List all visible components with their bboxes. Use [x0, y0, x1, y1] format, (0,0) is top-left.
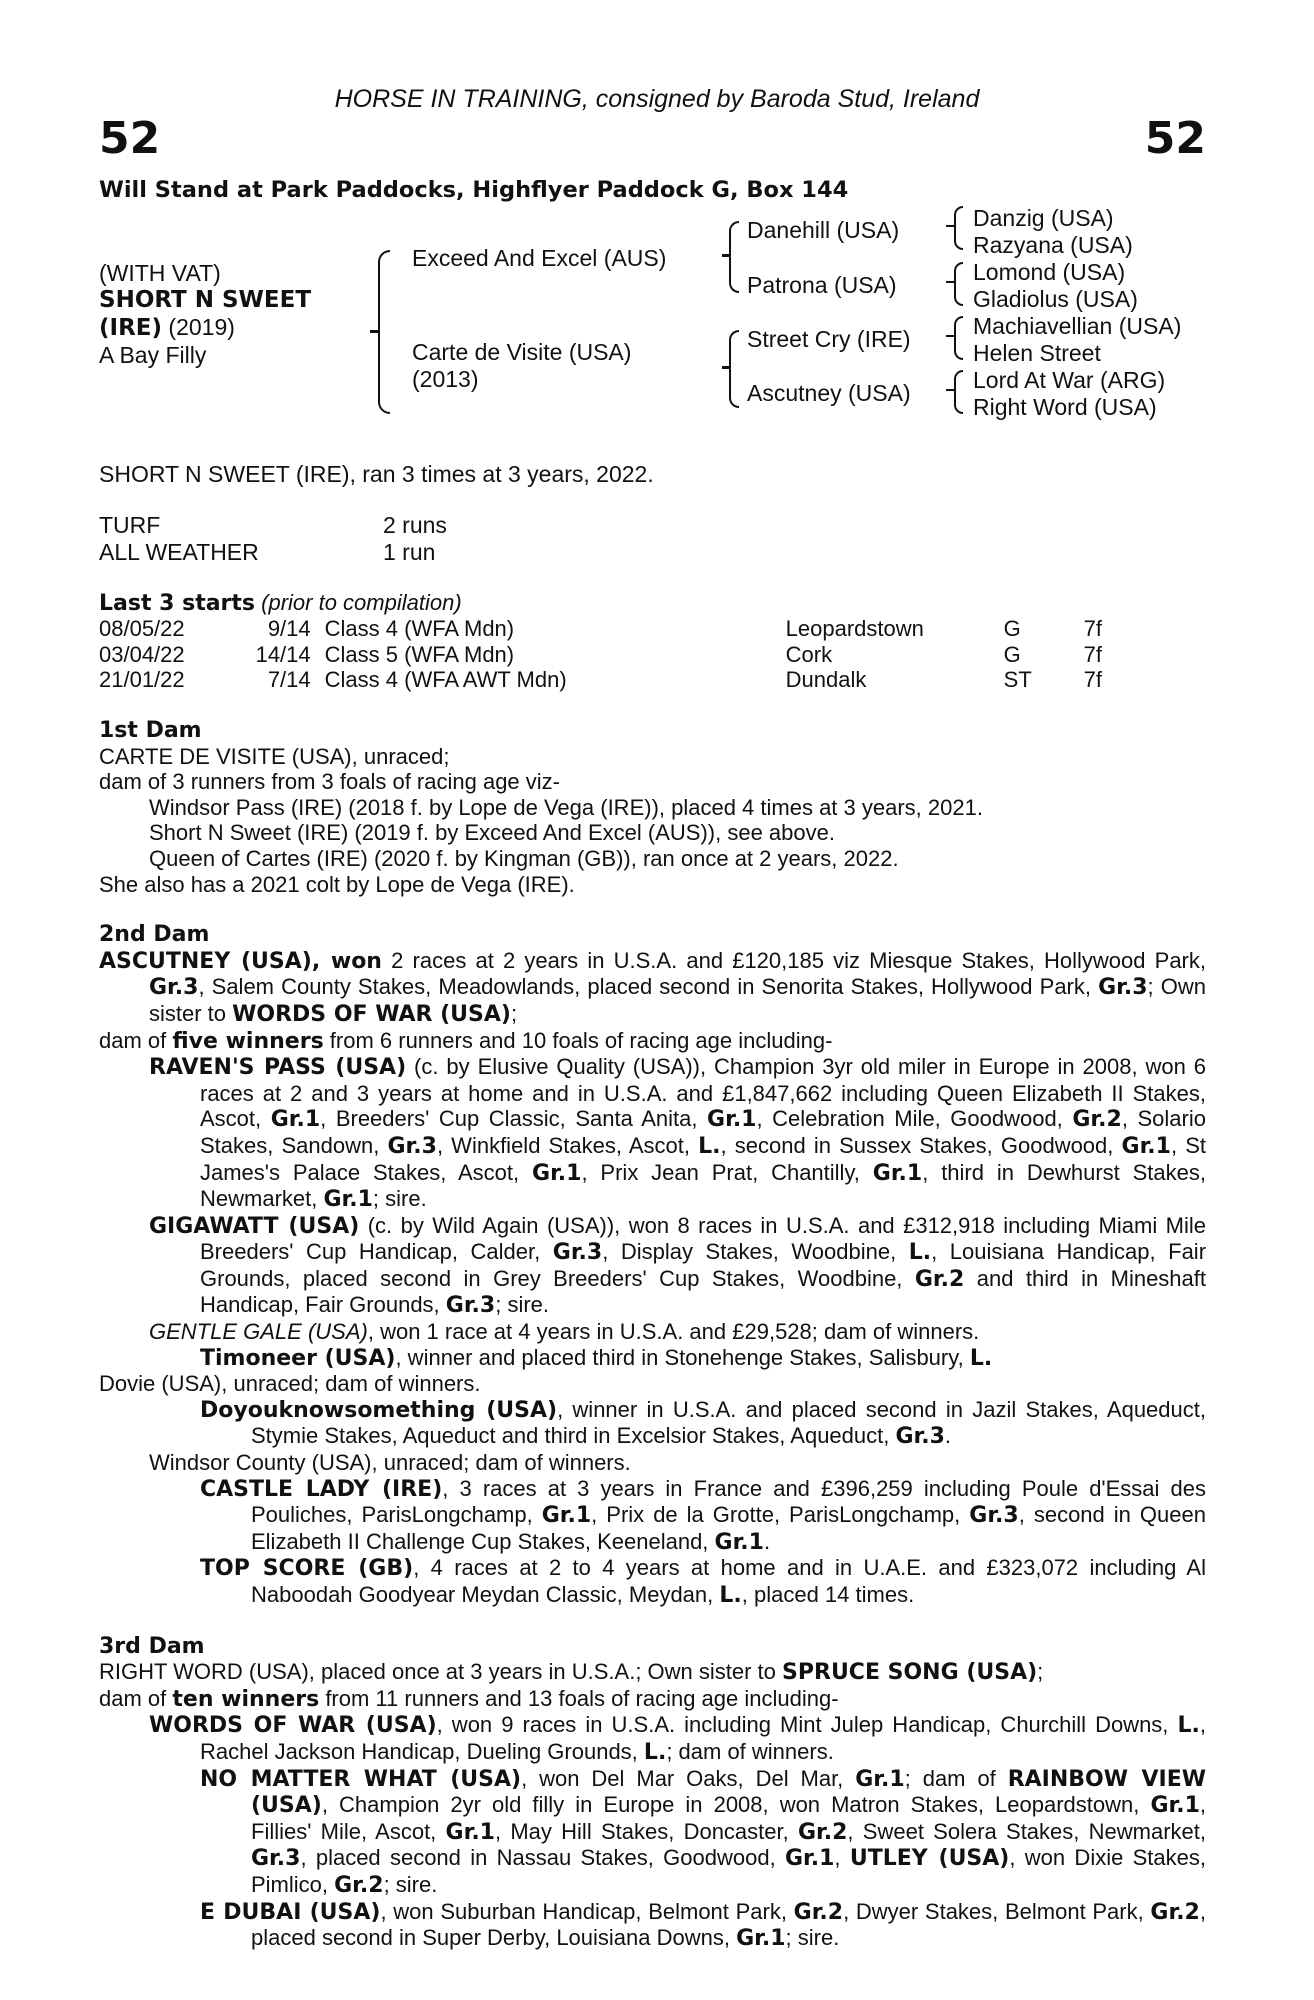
start-going: G	[1003, 641, 1021, 667]
aw-label: ALL WEATHER	[99, 539, 259, 565]
dam1-note: She also has a 2021 colt by Lope de Vega (IRE).	[99, 871, 575, 897]
start-row	[99, 667, 1144, 693]
dam2-produce-dovie: Dovie (USA), unraced; dam of winners.	[99, 1371, 481, 1397]
dam3-grandproduce-no-matter-what: NO MATTER WHAT (USA), won Del Mar Oaks, Del Mar, Gr.1; dam of RAINBOW VIEW (USA), Champion 2yr old filly in Europe in 2008, won Matron Stakes, Leopardstown, Gr.1, Fillies' Mile, Ascot, Gr.1, May Hill Stakes, Doncaster, Gr.2, Sweet Solera Stakes, Newmarket, Gr.3, placed second in Nassau Stakes, Goodwood, Gr.1, UTLEY (USA), won Dixie Stakes, Pimlico, Gr.2; sire.	[200, 1765, 1207, 1898]
dam1-heading: 1st Dam	[99, 718, 202, 743]
start-date: 03/04/22	[99, 641, 185, 667]
start-course: Cork	[785, 641, 833, 667]
dam1-produce-1: Windsor Pass (IRE) (2018 f. by Lope de Vega (IRE)), placed 4 times at 3 years, 2021.	[149, 794, 983, 820]
lot-number-left: 52	[99, 113, 161, 164]
turf-label: TURF	[99, 512, 161, 538]
dam1-produce-3: Queen of Cartes (IRE) (2020 f. by Kingman (GB)), ran once at 2 years, 2022.	[149, 845, 899, 871]
last-starts-table	[99, 616, 1144, 693]
start-pos: 7/14	[267, 667, 311, 693]
horse-info	[99, 260, 311, 369]
horse-description: A Bay Filly	[99, 342, 207, 368]
dam3-summary: dam of ten winners from 11 runners and 13 foals of racing age including-	[99, 1685, 839, 1712]
start-race: Class 5 (WFA Mdn)	[324, 641, 515, 667]
dam-sire: Street Cry (IRE)	[747, 326, 911, 352]
start-date: 21/01/22	[99, 667, 185, 693]
dam2-heading: 2nd Dam	[99, 922, 210, 948]
start-pos: 14/14	[255, 641, 311, 667]
dam2-produce-gigawatt: GIGAWATT (USA) (c. by Wild Again (USA)), won 8 races in U.S.A. and £312,918 including Miami Mile Breeders' Cup Handicap, Calder, Gr.3, Display Stakes, Woodbine, L., Louisiana Handicap, Fair Grounds, placed second in Grey Breeders' Cup Stakes, Woodbine, Gr.2 and third in Mineshaft Handicap, Fair Grounds, Gr.3; sire.	[149, 1212, 1207, 1319]
sire-name: Exceed And Excel (AUS)	[412, 245, 667, 271]
dam2-produce-ravens-pass: RAVEN'S PASS (USA) (c. by Elusive Quality (USA)), Champion 3yr old miler in Europe in 2008, won 6 races at 2 and 3 years at home and in U.S.A. and £1,847,662 including Queen Elizabeth II Stakes, Ascot, Gr.1, Breeders' Cup Classic, Santa Anita, Gr.1, Celebration Mile, Goodwood, Gr.2, Solario Stakes, Sandown, Gr.3, Winkfield Stakes, Ascot, L., second in Sussex Stakes, Goodwood, Gr.1, St James's Palace Stakes, Ascot, Gr.1, Prix Jean Prat, Chantilly, Gr.1, third in Dewhurst Stakes, Newmarket, Gr.1; sire.	[149, 1054, 1207, 1213]
dam3-entry: RIGHT WORD (USA), placed once at 3 years in U.S.A.; Own sister to SPRUCE SONG (USA);	[99, 1659, 1044, 1686]
start-row	[99, 642, 1144, 668]
stand-location: Will Stand at Park Paddocks, Highflyer Paddock G, Box 144	[99, 177, 849, 203]
start-dist: 7f	[1083, 641, 1102, 667]
dam-year: (2013)	[412, 366, 479, 392]
start-race: Class 4 (WFA Mdn)	[324, 616, 515, 641]
ancestor-8: Right Word (USA)	[973, 394, 1157, 420]
dam1-summary: dam of 3 runners from 3 foals of racing age viz-	[99, 769, 560, 795]
sire-sire: Danehill (USA)	[747, 217, 900, 243]
dam2-grandproduce-timoneer: Timoneer (USA), winner and placed third in Stonehenge Stakes, Salisbury, L.	[200, 1344, 993, 1371]
ancestor-4: Gladiolus (USA)	[973, 286, 1138, 312]
ancestor-5: Machiavellian (USA)	[973, 313, 1182, 339]
dam1-line: CARTE DE VISITE (USA), unraced;	[99, 743, 450, 769]
ancestor-3: Lomond (USA)	[973, 259, 1126, 285]
horse-name-suffix: (IRE) (2019)	[99, 314, 235, 341]
dam-dam: Ascutney (USA)	[747, 380, 911, 406]
surface-labels	[99, 512, 259, 566]
dam3-heading: 3rd Dam	[99, 1633, 205, 1659]
sire-dam: Patrona (USA)	[747, 272, 897, 298]
start-row	[99, 616, 1144, 642]
aw-value: 1 run	[383, 539, 436, 565]
start-race: Class 4 (WFA AWT Mdn)	[324, 667, 567, 693]
dam2-grandproduce-castle-lady: CASTLE LADY (IRE), 3 races at 3 years in France and £396,259 including Poule d'Essai des Pouliches, ParisLongchamp, Gr.1, Prix de la Grotte, ParisLongchamp, Gr.3, second in Queen Elizabeth II Challenge Cup Stakes, Keeneland, Gr.1.	[200, 1475, 1207, 1555]
ancestor-6: Helen Street	[973, 340, 1101, 366]
pedigree-brace-main	[378, 250, 390, 414]
dam3-produce-words-of-war: WORDS OF WAR (USA), won 9 races in U.S.A. including Mint Julep Handicap, Churchill Downs, L., Rachel Jackson Handicap, Dueling Grounds, L.; dam of winners.	[149, 1712, 1206, 1765]
produce-record	[99, 718, 1206, 1952]
horse-name: SHORT N SWEET	[99, 287, 312, 313]
dam2-produce-windsor-county: Windsor County (USA), unraced; dam of winners.	[149, 1450, 631, 1476]
dam2-grandproduce-top-score: TOP SCORE (GB), 4 races at 2 to 4 years at home and in U.A.E. and £323,072 including Al Naboodah Goodyear Meydan Classic, Meydan, L., placed 14 times.	[200, 1555, 1206, 1608]
dam2-grandproduce-doyouknowsomething: Doyouknowsomething (USA), winner in U.S.A. and placed second in Jazil Stakes, Aqueduct, Stymie Stakes, Aqueduct and third in Excelsior Stakes, Aqueduct, Gr.3.	[200, 1396, 1206, 1450]
ancestor-2: Razyana (USA)	[973, 232, 1133, 258]
lot-number-right: 52	[1144, 113, 1206, 164]
race-record-summary: SHORT N SWEET (IRE), ran 3 times at 3 years, 2022.	[99, 461, 654, 487]
start-dist: 7f	[1083, 616, 1102, 641]
start-date: 08/05/22	[99, 616, 185, 641]
ancestor-7: Lord At War (ARG)	[973, 367, 1166, 393]
start-going: ST	[1003, 667, 1032, 693]
start-course: Dundalk	[785, 667, 867, 693]
last-starts-heading: Last 3 starts (prior to compilation)	[99, 590, 462, 616]
dam2-entry: ASCUTNEY (USA), won 2 races at 2 years in U.S.A. and £120,185 viz Miesque Stakes, Hollywood Park, Gr.3, Salem County Stakes, Meadowlands, placed second in Senorita Stakes, Hollywood Park, Gr.3; Own sister to WORDS OF WAR (USA);	[99, 947, 1206, 1027]
dam1-produce-2: Short N Sweet (IRE) (2019 f. by Exceed And Excel (AUS)), see above.	[149, 820, 835, 846]
ancestor-1: Danzig (USA)	[973, 205, 1114, 231]
dam-name: Carte de Visite (USA)	[412, 339, 632, 365]
start-pos: 9/14	[267, 616, 311, 641]
dam2-produce-gentle-gale: GENTLE GALE (USA), won 1 race at 4 years in U.S.A. and £29,528; dam of winners.	[149, 1319, 980, 1345]
turf-value: 2 runs	[383, 512, 447, 538]
dam2-summary: dam of five winners from 6 runners and 10 foals of racing age including-	[99, 1027, 833, 1054]
vat-label: (WITH VAT)	[99, 260, 221, 286]
dam3-grandproduce-e-dubai: E DUBAI (USA), won Suburban Handicap, Belmont Park, Gr.2, Dwyer Stakes, Belmont Park, Gr.2, placed second in Super Derby, Louisiana Downs, Gr.1; sire.	[200, 1898, 1206, 1952]
start-dist: 7f	[1083, 667, 1102, 693]
start-going: G	[1003, 616, 1021, 641]
start-course: Leopardstown	[785, 616, 924, 641]
third-generation	[973, 205, 1181, 421]
consignment-line: HORSE IN TRAINING, consigned by Baroda Stud, Ireland	[334, 85, 980, 113]
surface-values	[383, 512, 447, 566]
